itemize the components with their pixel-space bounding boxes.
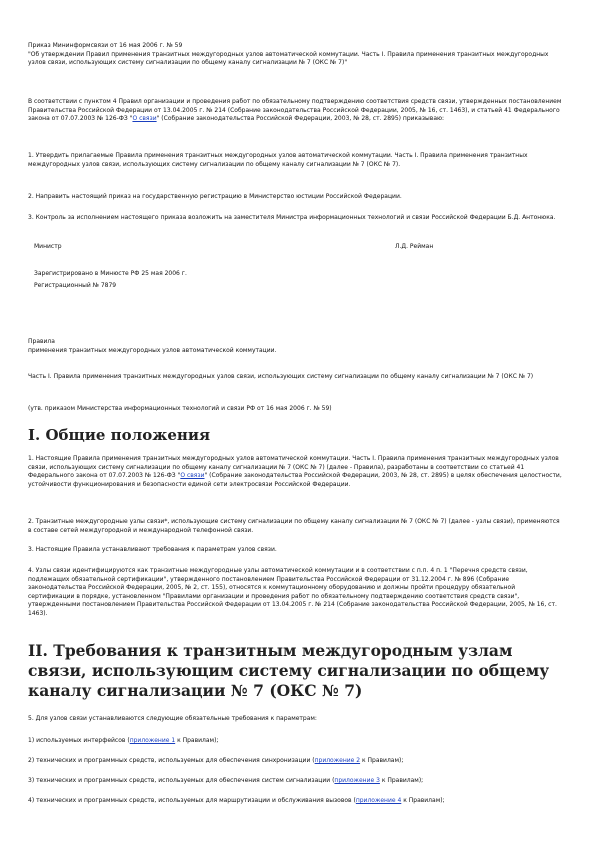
registration-number: Регистрационный № 7879 bbox=[34, 282, 117, 289]
req-1-text: 1) используемых интерфейсов ( bbox=[28, 737, 130, 744]
law-link-2[interactable]: О связи bbox=[180, 472, 205, 480]
req-2-text: 2) технических и программных средств, используемых для обеспечения синхронизации ( bbox=[28, 757, 315, 764]
req-1-text-end: к Правилам); bbox=[175, 737, 219, 744]
s1-p1-text: 1. Настоящие Правила применения транзитных междугородных узлов автоматической коммутации. Часть I. Правила применения транзитных междугородных узлов связи, использующих систему сигнализации по общему каналу сигнализации № 7 (ОКС № 7) (далее - Правила), разработаны в соответствии со статьей 41 Федерального закона от 07.07.2003 № 126-ФЗ " bbox=[28, 455, 559, 480]
req-3-text-end: к Правилам); bbox=[379, 777, 424, 784]
section-1-paragraph-3: 3. Настоящие Правила устанавливают требования к параметрам узлов связи. bbox=[28, 546, 277, 553]
minister-label: Министр bbox=[34, 243, 62, 250]
preamble bbox=[28, 98, 563, 124]
requirement-item-2 bbox=[28, 757, 563, 766]
order-header bbox=[28, 42, 563, 68]
rules-subtitle: Часть I. Правила применения транзитных междугородных узлов связи, использующих систему сигнализации по общему каналу сигнализации № 7 (ОКС № 7) bbox=[28, 373, 534, 380]
appendix-2-link[interactable]: приложение 2 bbox=[314, 757, 361, 764]
section-1-paragraph-4: 4. Узлы связи идентифицируются как транзитные междугородные узлы автоматической коммутации и в соответствии с п.п. 4 п. 1 "Перечня средств связи, подлежащих обязательной сертификации", утвержденного постановлением Правительства Российской Федерации от 31.12.2004 г. № 896 (Собрание законодательства Российской Федерации, 2005, № 2, ст. 155), относятся к коммутационному оборудованию и должны пройти процедуру обязательной сертификации в порядке, установленном "Правилами организации и проведения работ по обязательному подтверждению соответствия средств связи", утвержденными постановлением Правительства Российской Федерации от 13.04.2005 г. № 214 (Собрание законодательства Российской Федерации, 2005, № 16, ст. 1463). bbox=[28, 567, 557, 617]
section-1-heading: I. Общие положения bbox=[28, 426, 211, 444]
rules-title-line1: Правила bbox=[28, 338, 55, 345]
law-link[interactable]: О связи bbox=[132, 115, 157, 123]
section-2-heading: II. Требования к транзитным междугородным узлам связи, использующим систему сигнализации по общему каналу сигнализации № 7 (ОКС № 7) bbox=[28, 641, 550, 700]
rules-title-line2: применения транзитных междугородных узлов автоматической коммутации. bbox=[28, 346, 277, 354]
requirement-item-4 bbox=[28, 797, 563, 806]
appendix-4-link[interactable]: приложение 4 bbox=[355, 797, 402, 804]
s1-p1-text-end: " (Собрание законодательства Российской Федерации, 2003, № 28, ст. 2895) в целях обеспечения целостности, устойчивости функционирования и безопасности единой сети электросвязи Российской Федерации. bbox=[28, 472, 562, 488]
req-4-text: 4) технических и программных средств, используемых для маршрутизации и обслуживания вызовов ( bbox=[28, 797, 356, 804]
preamble-text-end: " (Собрание законодательства Российской Федерации, 2003, № 28, ст. 2895) приказываю: bbox=[156, 115, 445, 123]
appendix-1-link[interactable]: приложение 1 bbox=[129, 737, 176, 744]
section-1-paragraph-2: 2. Транзитные междугородные узлы связи*, использующие систему сигнализации по общему каналу сигнализации № 7 (ОКС № 7) (далее - узлы связи), применяются в составе сетей междугородной и международной телефонной связи. bbox=[28, 518, 560, 534]
preamble-text: В соответствии с пунктом 4 Правил организации и проведения работ по обязательному подтверждению соответствия средств связи, утвержденных постановлением Правительства Российской Федерации от 13.04.2005 г. № 214 (Собрание законодательства Российской Федерации, 2005, № 16, ст. 1463), и статьей 41 Федерального закона от 07.07.2003 № 126-ФЗ " bbox=[28, 98, 562, 123]
appendix-3-link[interactable]: приложение 3 bbox=[334, 777, 380, 784]
order-item-1: 1. Утвердить прилагаемые Правила применения транзитных междугородных узлов автоматической коммутации. Часть I. Правила применения транзитных междугородных узлов связи, использующих систему сигнализации по общему каналу сигнализации № 7 (ОКС № 7). bbox=[28, 152, 528, 168]
approval-note: (утв. приказом Министерства информационных технологий и связи РФ от 16 мая 2006 г. № 59) bbox=[28, 405, 332, 412]
minister-name: Л.Д. Рейман bbox=[395, 243, 434, 250]
registration-date: Зарегистрировано в Минюсте РФ 25 мая 2006 г. bbox=[34, 270, 187, 277]
req-2-text-end: к Правилам); bbox=[360, 757, 404, 764]
order-item-2: 2. Направить настоящий приказ на государственную регистрацию в Министерство юстиции Российской Федерации. bbox=[28, 193, 402, 200]
order-item-3: 3. Контроль за исполнением настоящего приказа возложить на заместителя Министра информационных технологий и связи Российской Федерации Б.Д. Антонюка. bbox=[28, 214, 556, 221]
rules-title bbox=[28, 338, 563, 355]
order-header-line1: Приказ Мининформсвязи от 16 мая 2006 г. № 59 bbox=[28, 42, 183, 49]
order-header-line2: "Об утверждении Правил применения транзитных междугородных узлов автоматической коммутации. Часть I. Правила применения транзитных междугородных узлов связи, использующих систему сигнализации по общему каналу сигнализации № 7 (ОКС № 7)" bbox=[28, 50, 549, 67]
req-3-text: 3) технических и программных средств, используемых для обеспечения систем сигнализации ( bbox=[28, 777, 335, 784]
requirement-item-1 bbox=[28, 737, 563, 746]
section-1-paragraph-1 bbox=[28, 455, 563, 489]
req-4-text-end: к Правилам); bbox=[401, 797, 445, 804]
section-2-paragraph-5: 5. Для узлов связи устанавливаются следующие обязательные требования к параметрам: bbox=[28, 715, 317, 722]
requirement-item-3 bbox=[28, 777, 563, 786]
